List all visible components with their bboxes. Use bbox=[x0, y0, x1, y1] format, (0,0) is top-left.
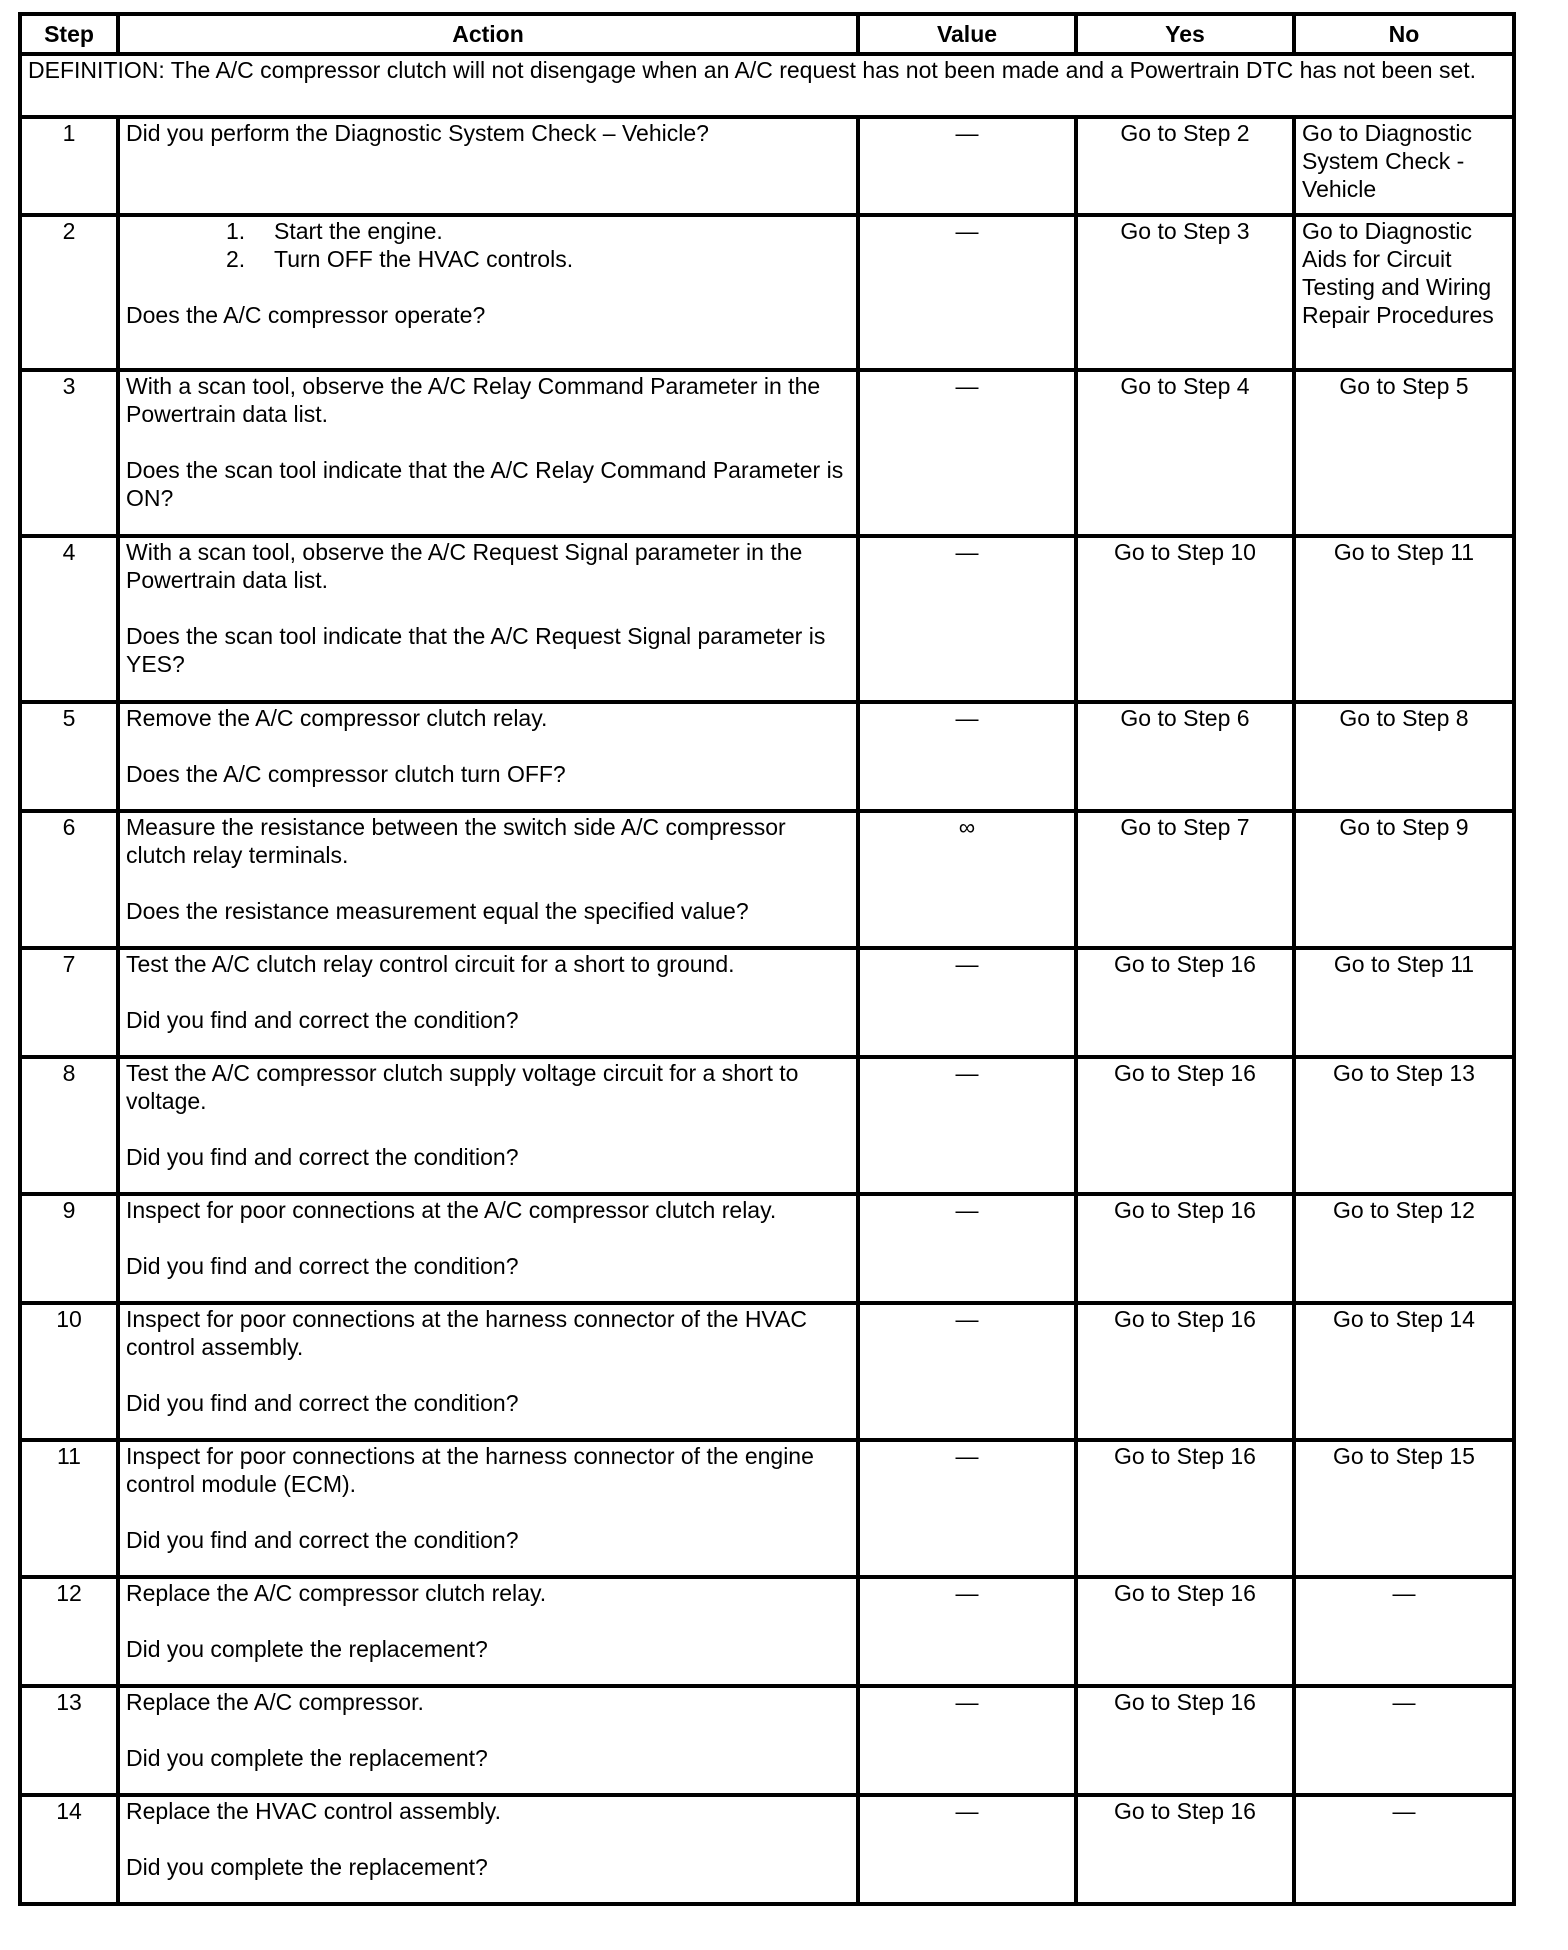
action-cell bbox=[118, 948, 858, 1057]
action-question: Did you complete the replacement? bbox=[126, 1854, 488, 1880]
value-cell: — bbox=[858, 536, 1076, 702]
table-row bbox=[20, 1577, 1514, 1686]
list-item bbox=[226, 245, 850, 273]
table-row bbox=[20, 215, 1514, 370]
yes-cell: Go to Step 10 bbox=[1076, 536, 1294, 702]
step-number: 7 bbox=[20, 948, 118, 1057]
value-cell: — bbox=[858, 1057, 1076, 1194]
yes-cell: Go to Step 6 bbox=[1076, 702, 1294, 811]
action-instruction: With a scan tool, observe the A/C Relay Command Parameter in the Powertrain data list. bbox=[126, 373, 821, 427]
yes-cell: Go to Step 2 bbox=[1076, 117, 1294, 215]
action-instruction: Replace the HVAC control assembly. bbox=[126, 1798, 501, 1824]
table-row bbox=[20, 370, 1514, 536]
no-cell: Go to Step 5 bbox=[1294, 370, 1514, 536]
step-number: 5 bbox=[20, 702, 118, 811]
table-row bbox=[20, 536, 1514, 702]
value-cell: — bbox=[858, 215, 1076, 370]
value-cell: — bbox=[858, 1303, 1076, 1440]
header-yes: Yes bbox=[1076, 14, 1294, 54]
diagnostic-table bbox=[18, 12, 1516, 1906]
value-cell: — bbox=[858, 1686, 1076, 1795]
action-question: Did you find and correct the condition? bbox=[126, 1144, 519, 1170]
action-cell bbox=[118, 1686, 858, 1795]
action-cell bbox=[118, 215, 858, 370]
header-action: Action bbox=[118, 14, 858, 54]
action-instruction: Measure the resistance between the switch side A/C compressor clutch relay terminals. bbox=[126, 814, 786, 868]
value-cell: — bbox=[858, 1194, 1076, 1303]
no-cell: Go to Diagnostic Aids for Circuit Testing and Wiring Repair Procedures bbox=[1294, 215, 1514, 370]
header-row bbox=[20, 14, 1514, 54]
value-cell: — bbox=[858, 948, 1076, 1057]
action-cell bbox=[118, 370, 858, 536]
value-cell: — bbox=[858, 1577, 1076, 1686]
action-question: Did you perform the Diagnostic System Check – Vehicle? bbox=[126, 120, 709, 146]
header-step: Step bbox=[20, 14, 118, 54]
step-number: 9 bbox=[20, 1194, 118, 1303]
action-instruction: Remove the A/C compressor clutch relay. bbox=[126, 705, 548, 731]
list-item-number: 2. bbox=[226, 246, 246, 272]
action-cell bbox=[118, 702, 858, 811]
action-question: Does the A/C compressor operate? bbox=[126, 302, 486, 328]
value-cell: — bbox=[858, 1440, 1076, 1577]
yes-cell: Go to Step 16 bbox=[1076, 1686, 1294, 1795]
action-instruction: Inspect for poor connections at the harness connector of the engine control module (ECM). bbox=[126, 1443, 814, 1497]
action-cell bbox=[118, 811, 858, 948]
no-cell: Go to Step 8 bbox=[1294, 702, 1514, 811]
action-cell bbox=[118, 117, 858, 215]
no-cell: — bbox=[1294, 1686, 1514, 1795]
action-question: Did you complete the replacement? bbox=[126, 1745, 488, 1771]
yes-cell: Go to Step 4 bbox=[1076, 370, 1294, 536]
step-number: 12 bbox=[20, 1577, 118, 1686]
table-row bbox=[20, 117, 1514, 215]
yes-cell: Go to Step 16 bbox=[1076, 1795, 1294, 1904]
header-no: No bbox=[1294, 14, 1514, 54]
action-cell bbox=[118, 536, 858, 702]
table-row bbox=[20, 1795, 1514, 1904]
table-row bbox=[20, 1440, 1514, 1577]
yes-cell: Go to Step 16 bbox=[1076, 1577, 1294, 1686]
action-question: Does the scan tool indicate that the A/C Relay Command Parameter is ON? bbox=[126, 457, 844, 511]
action-cell bbox=[118, 1194, 858, 1303]
no-cell: — bbox=[1294, 1795, 1514, 1904]
action-question: Did you find and correct the condition? bbox=[126, 1527, 519, 1553]
value-cell: ∞ bbox=[858, 811, 1076, 948]
step-number: 11 bbox=[20, 1440, 118, 1577]
step-number: 10 bbox=[20, 1303, 118, 1440]
value-cell: — bbox=[858, 702, 1076, 811]
action-instruction: Test the A/C compressor clutch supply voltage circuit for a short to voltage. bbox=[126, 1060, 799, 1114]
table-row bbox=[20, 702, 1514, 811]
action-cell bbox=[118, 1795, 858, 1904]
definition-row bbox=[20, 54, 1514, 117]
yes-cell: Go to Step 16 bbox=[1076, 948, 1294, 1057]
action-question: Did you find and correct the condition? bbox=[126, 1390, 519, 1416]
action-cell bbox=[118, 1440, 858, 1577]
step-number: 6 bbox=[20, 811, 118, 948]
list-item-number: 1. bbox=[226, 218, 246, 244]
action-cell bbox=[118, 1303, 858, 1440]
yes-cell: Go to Step 3 bbox=[1076, 215, 1294, 370]
step-number: 8 bbox=[20, 1057, 118, 1194]
action-instruction: Replace the A/C compressor clutch relay. bbox=[126, 1580, 547, 1606]
list-item-text: Turn OFF the HVAC controls. bbox=[274, 246, 574, 272]
step-number: 2 bbox=[20, 215, 118, 370]
yes-cell: Go to Step 16 bbox=[1076, 1194, 1294, 1303]
action-question: Does the A/C compressor clutch turn OFF? bbox=[126, 761, 566, 787]
no-cell: Go to Step 14 bbox=[1294, 1303, 1514, 1440]
value-cell: — bbox=[858, 1795, 1076, 1904]
table-row bbox=[20, 948, 1514, 1057]
step-number: 1 bbox=[20, 117, 118, 215]
action-instruction: Replace the A/C compressor. bbox=[126, 1689, 424, 1715]
yes-cell: Go to Step 16 bbox=[1076, 1057, 1294, 1194]
list-item bbox=[226, 217, 850, 245]
table-row bbox=[20, 1303, 1514, 1440]
step-number: 4 bbox=[20, 536, 118, 702]
no-cell: — bbox=[1294, 1577, 1514, 1686]
action-question: Did you complete the replacement? bbox=[126, 1636, 488, 1662]
yes-cell: Go to Step 16 bbox=[1076, 1303, 1294, 1440]
definition-text: DEFINITION: The A/C compressor clutch will not disengage when an A/C request has not been made and a Powertrain DTC has not been set. bbox=[20, 54, 1514, 117]
step-number: 13 bbox=[20, 1686, 118, 1795]
action-question: Did you find and correct the condition? bbox=[126, 1253, 519, 1279]
action-question: Does the scan tool indicate that the A/C Request Signal parameter is YES? bbox=[126, 623, 826, 677]
header-value: Value bbox=[858, 14, 1076, 54]
no-cell: Go to Step 11 bbox=[1294, 948, 1514, 1057]
action-question: Does the resistance measurement equal the specified value? bbox=[126, 898, 749, 924]
action-question: Did you find and correct the condition? bbox=[126, 1007, 519, 1033]
no-cell: Go to Step 9 bbox=[1294, 811, 1514, 948]
value-cell: — bbox=[858, 370, 1076, 536]
action-instruction: Inspect for poor connections at the harness connector of the HVAC control assembly. bbox=[126, 1306, 808, 1360]
table-row bbox=[20, 1057, 1514, 1194]
action-instruction: Test the A/C clutch relay control circuit for a short to ground. bbox=[126, 951, 735, 977]
step-number: 14 bbox=[20, 1795, 118, 1904]
no-cell: Go to Step 13 bbox=[1294, 1057, 1514, 1194]
no-cell: Go to Step 12 bbox=[1294, 1194, 1514, 1303]
no-cell: Go to Step 15 bbox=[1294, 1440, 1514, 1577]
action-cell bbox=[118, 1577, 858, 1686]
value-cell: — bbox=[858, 117, 1076, 215]
table-row bbox=[20, 1194, 1514, 1303]
step-number: 3 bbox=[20, 370, 118, 536]
yes-cell: Go to Step 7 bbox=[1076, 811, 1294, 948]
table-row bbox=[20, 1686, 1514, 1795]
yes-cell: Go to Step 16 bbox=[1076, 1440, 1294, 1577]
action-list bbox=[126, 217, 850, 273]
action-instruction: Inspect for poor connections at the A/C compressor clutch relay. bbox=[126, 1197, 777, 1223]
action-cell bbox=[118, 1057, 858, 1194]
no-cell: Go to Step 11 bbox=[1294, 536, 1514, 702]
list-item-text: Start the engine. bbox=[274, 218, 443, 244]
table-row bbox=[20, 811, 1514, 948]
action-instruction: With a scan tool, observe the A/C Request Signal parameter in the Powertrain data list. bbox=[126, 539, 803, 593]
no-cell: Go to Diagnostic System Check - Vehicle bbox=[1294, 117, 1514, 215]
